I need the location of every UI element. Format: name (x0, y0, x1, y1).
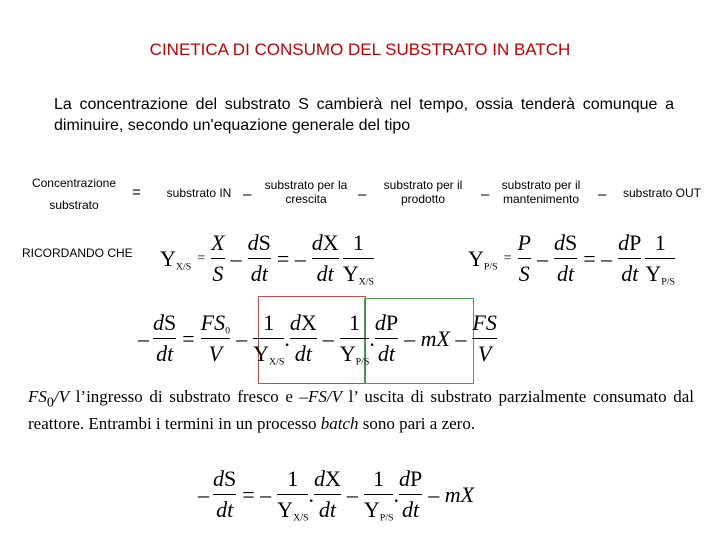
equals-sign: = (132, 184, 141, 201)
term-substrate-in: substrato IN (166, 186, 232, 200)
page-title: CINETICA DI CONSUMO DEL SUBSTRATO IN BATCH (149, 40, 571, 59)
minus-sign: – (481, 186, 490, 203)
lhs-label-line2: substrato (49, 198, 99, 212)
term-substrate-growth: substrato per la crescita (264, 178, 348, 206)
term-substrate-out: substrato OUT (622, 186, 702, 200)
yield-xs-equation: $Y_{X/S}$ = $\frac{X}{S}$ – $\frac{dS}{dt}$ = – $\frac{dX}{dt}$ $\frac{1}{Y_{X/S}}$ (160, 230, 374, 288)
explanatory-note: $FS_0/V$ l’ingresso di substrato fresco e –FS/V l’ uscita di substrato parzialmente consumato dal reattore. Entrambi i termini in un processo batch sono pari a zero. (28, 387, 694, 434)
yield-xs-symbol: $Y_{X/S}$ (160, 245, 192, 272)
recall-label: RICORDANDO CHE (22, 246, 133, 260)
term-substrate-maintenance: substrato per il mantenimento (501, 178, 581, 206)
minus-sign: – (358, 186, 367, 203)
yield-ps-symbol: $Y_{P/S}$ (468, 245, 498, 272)
lhs-label-line1: Concentrazione (31, 176, 117, 190)
yield-ps-equation: $Y_{P/S}$ = $\frac{P}{S}$ – $\frac{dS}{dt}$ = – $\frac{dP}{dt}$ $\frac{1}{Y_{P/S}}$ (468, 230, 676, 288)
term-substrate-product: substrato per il prodotto (383, 178, 463, 206)
minus-sign: – (598, 186, 607, 203)
minus-sign: – (243, 186, 252, 203)
full-balance-equation: – $\frac{dS}{dt}$ = $\frac{FS_0}{V}$ – $\frac{1}{Y_{X/S}}$ . $\frac{dX}{dt}$ – $\frac{1}{Y_{P/S}}$ . $\frac{dP}{dt}$ – mX – $\frac{FS}{V}$ (138, 310, 497, 368)
batch-equation: – $\frac{dS}{dt}$ = – $\frac{1}{Y_{X/S}}$ . $\frac{dX}{dt}$ – $\frac{1}{Y_{P/S}}$ . $\frac{dP}{dt}$ – mX (198, 466, 475, 524)
intro-paragraph: La concentrazione del substrato S cambierà nel tempo, ossia tenderà comunque a diminuire, secondo un'equazione generale del tipo (54, 96, 674, 134)
